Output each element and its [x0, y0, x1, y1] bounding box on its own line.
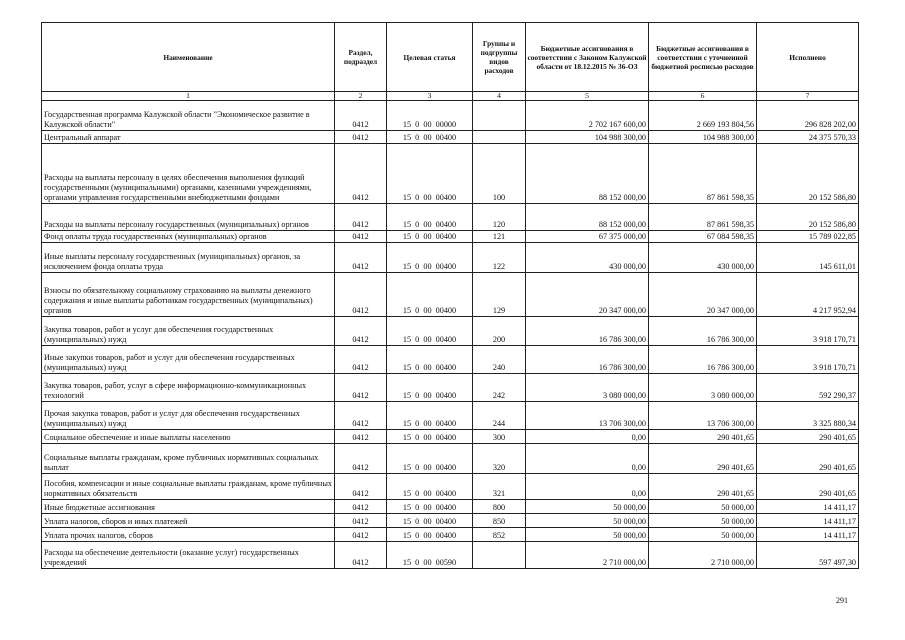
row-section: 0412 — [335, 317, 387, 346]
row-name: Пособия, компенсации и иные социальные выплаты гражданам, кроме публичных нормативных обязательств — [42, 474, 335, 500]
row-name: Уплата налогов, сборов и иных платежей — [42, 514, 335, 528]
header-executed: Исполнено — [757, 23, 859, 92]
row-executed: 14 411,17 — [757, 500, 859, 514]
row-name: Социальные выплаты гражданам, кроме публичных нормативных социальных выплат — [42, 444, 335, 474]
row-budget-refined: 290 401,65 — [649, 430, 757, 444]
table-row — [42, 317, 859, 346]
row-section: 0412 — [335, 430, 387, 444]
row-section: 0412 — [335, 500, 387, 514]
column-number: 1 — [42, 92, 335, 101]
row-group: 240 — [473, 346, 526, 374]
row-budget-refined: 67 084 598,35 — [649, 231, 757, 243]
row-article: 15 0 00 00400 — [387, 317, 473, 346]
table-row — [42, 500, 859, 514]
row-article: 15 0 00 00400 — [387, 243, 473, 273]
row-article: 15 0 00 00400 — [387, 144, 473, 204]
row-name: Прочая закупка товаров, работ и услуг для обеспечения государственных (муниципальных) нужд — [42, 402, 335, 430]
row-budget-refined: 290 401,65 — [649, 474, 757, 500]
table-row — [42, 374, 859, 402]
row-executed: 20 152 586,80 — [757, 144, 859, 204]
row-budget-refined: 2 669 193 804,56 — [649, 101, 757, 131]
row-section: 0412 — [335, 243, 387, 273]
column-number-row — [42, 92, 859, 101]
row-section: 0412 — [335, 444, 387, 474]
row-section: 0412 — [335, 514, 387, 528]
row-budget-law: 16 786 300,00 — [526, 317, 649, 346]
row-budget-law: 88 152 000,00 — [526, 204, 649, 231]
row-article: 15 0 00 00000 — [387, 101, 473, 131]
table-row — [42, 430, 859, 444]
row-article: 15 0 00 00400 — [387, 402, 473, 430]
row-budget-refined: 13 706 300,00 — [649, 402, 757, 430]
row-section: 0412 — [335, 402, 387, 430]
row-executed: 290 401,65 — [757, 430, 859, 444]
header-name: Наименование — [42, 23, 335, 92]
row-budget-law: 0,00 — [526, 444, 649, 474]
row-group: 321 — [473, 474, 526, 500]
row-budget-refined: 87 861 598,35 — [649, 144, 757, 204]
column-number: 7 — [757, 92, 859, 101]
table-row — [42, 101, 859, 131]
row-executed: 4 217 952,94 — [757, 273, 859, 317]
row-executed: 24 375 570,33 — [757, 131, 859, 144]
row-executed: 15 789 022,85 — [757, 231, 859, 243]
row-budget-refined: 16 786 300,00 — [649, 346, 757, 374]
table-row — [42, 542, 859, 569]
row-budget-refined: 50 000,00 — [649, 528, 757, 542]
row-name: Уплата прочих налогов, сборов — [42, 528, 335, 542]
table-row — [42, 131, 859, 144]
row-group: 244 — [473, 402, 526, 430]
page-number: 291 — [836, 596, 848, 605]
row-name: Социальное обеспечение и иные выплаты населению — [42, 430, 335, 444]
column-number: 4 — [473, 92, 526, 101]
row-budget-refined: 430 000,00 — [649, 243, 757, 273]
row-executed: 14 411,17 — [757, 528, 859, 542]
row-budget-law: 104 988 300,00 — [526, 131, 649, 144]
row-budget-law: 88 152 000,00 — [526, 144, 649, 204]
table-row — [42, 474, 859, 500]
row-name: Фонд оплаты труда государственных (муниципальных) органов — [42, 231, 335, 243]
row-name: Иные бюджетные ассигнования — [42, 500, 335, 514]
column-number: 6 — [649, 92, 757, 101]
row-group: 850 — [473, 514, 526, 528]
row-executed: 3 918 170,71 — [757, 346, 859, 374]
row-name: Иные выплаты персоналу государственных (муниципальных) органов, за исключением фонда оплаты труда — [42, 243, 335, 273]
row-article: 15 0 00 00400 — [387, 231, 473, 243]
table-row — [42, 204, 859, 231]
row-name: Расходы на выплаты персоналу государственных (муниципальных) органов — [42, 204, 335, 231]
table-row — [42, 402, 859, 430]
row-executed: 290 401,65 — [757, 444, 859, 474]
row-article: 15 0 00 00590 — [387, 542, 473, 569]
row-budget-refined: 87 861 598,35 — [649, 204, 757, 231]
row-group — [473, 542, 526, 569]
row-executed: 597 497,30 — [757, 542, 859, 569]
row-section: 0412 — [335, 374, 387, 402]
row-article: 15 0 00 00400 — [387, 204, 473, 231]
row-name: Закупка товаров, работ и услуг для обеспечения государственных (муниципальных) нужд — [42, 317, 335, 346]
row-article: 15 0 00 00400 — [387, 346, 473, 374]
row-section: 0412 — [335, 542, 387, 569]
row-group: 120 — [473, 204, 526, 231]
row-section: 0412 — [335, 204, 387, 231]
row-group: 320 — [473, 444, 526, 474]
row-section: 0412 — [335, 101, 387, 131]
row-budget-law: 0,00 — [526, 474, 649, 500]
row-budget-law: 50 000,00 — [526, 500, 649, 514]
table-row — [42, 528, 859, 542]
header-article: Целевая статья — [387, 23, 473, 92]
header-row — [42, 23, 859, 92]
row-budget-law: 430 000,00 — [526, 243, 649, 273]
row-article: 15 0 00 00400 — [387, 131, 473, 144]
row-budget-refined: 50 000,00 — [649, 514, 757, 528]
row-name: Закупка товаров, работ, услуг в сфере информационно-коммуникационных технологий — [42, 374, 335, 402]
row-executed: 290 401,65 — [757, 474, 859, 500]
row-budget-law: 67 375 000,00 — [526, 231, 649, 243]
row-section: 0412 — [335, 346, 387, 374]
row-budget-refined: 290 401,65 — [649, 444, 757, 474]
table-row — [42, 514, 859, 528]
row-section: 0412 — [335, 131, 387, 144]
row-group — [473, 131, 526, 144]
table-row — [42, 243, 859, 273]
row-executed: 145 611,01 — [757, 243, 859, 273]
row-group: 800 — [473, 500, 526, 514]
header-groups: Группы и подгруппы видов расходов — [473, 23, 526, 92]
row-executed: 3 918 170,71 — [757, 317, 859, 346]
row-section: 0412 — [335, 144, 387, 204]
row-article: 15 0 00 00400 — [387, 444, 473, 474]
table-row — [42, 231, 859, 243]
row-executed: 3 325 880,34 — [757, 402, 859, 430]
row-executed: 296 828 202,00 — [757, 101, 859, 131]
row-article: 15 0 00 00400 — [387, 430, 473, 444]
row-name: Расходы на выплаты персоналу в целях обеспечения выполнения функций государственными (муниципальными) органами, казенными учреждениями, органами управления государственными внебюджетными фондами — [42, 144, 335, 204]
row-group: 852 — [473, 528, 526, 542]
header-budget-law: Бюджетные ассигнования в соответствии с Законом Калужской области от 18.12.2015 № 36-ОЗ — [526, 23, 649, 92]
row-article: 15 0 00 00400 — [387, 273, 473, 317]
row-budget-refined: 3 080 000,00 — [649, 374, 757, 402]
row-section: 0412 — [335, 273, 387, 317]
row-article: 15 0 00 00400 — [387, 528, 473, 542]
row-group: 122 — [473, 243, 526, 273]
row-group: 200 — [473, 317, 526, 346]
row-budget-refined: 50 000,00 — [649, 500, 757, 514]
row-group: 300 — [473, 430, 526, 444]
row-executed: 592 290,37 — [757, 374, 859, 402]
row-section: 0412 — [335, 528, 387, 542]
row-name: Взносы по обязательному социальному страхованию на выплаты денежного содержания и иные выплаты работникам государственных (муниципальных) органов — [42, 273, 335, 317]
row-executed: 14 411,17 — [757, 514, 859, 528]
row-budget-refined: 16 786 300,00 — [649, 317, 757, 346]
row-budget-refined: 2 710 000,00 — [649, 542, 757, 569]
row-budget-law: 20 347 000,00 — [526, 273, 649, 317]
table-row — [42, 144, 859, 204]
row-group: 242 — [473, 374, 526, 402]
table-body — [42, 101, 859, 569]
row-executed: 20 152 586,80 — [757, 204, 859, 231]
row-section: 0412 — [335, 474, 387, 500]
row-article: 15 0 00 00400 — [387, 474, 473, 500]
row-budget-law: 50 000,00 — [526, 528, 649, 542]
row-name: Расходы на обеспечение деятельности (оказание услуг) государственных учреждений — [42, 542, 335, 569]
row-article: 15 0 00 00400 — [387, 500, 473, 514]
row-section: 0412 — [335, 231, 387, 243]
row-budget-law: 2 710 000,00 — [526, 542, 649, 569]
row-budget-law: 13 706 300,00 — [526, 402, 649, 430]
row-name: Иные закупки товаров, работ и услуг для обеспечения государственных (муниципальных) нужд — [42, 346, 335, 374]
column-number: 5 — [526, 92, 649, 101]
row-budget-refined: 104 988 300,00 — [649, 131, 757, 144]
row-group: 121 — [473, 231, 526, 243]
row-name: Государственная программа Калужской области "Экономическое развитие в Калужской области" — [42, 101, 335, 131]
budget-table — [41, 22, 859, 569]
row-name: Центральный аппарат — [42, 131, 335, 144]
row-group — [473, 101, 526, 131]
row-budget-refined: 20 347 000,00 — [649, 273, 757, 317]
row-budget-law: 2 702 167 600,00 — [526, 101, 649, 131]
column-number: 3 — [387, 92, 473, 101]
row-budget-law: 0,00 — [526, 430, 649, 444]
row-article: 15 0 00 00400 — [387, 374, 473, 402]
header-section: Раздел, подраздел — [335, 23, 387, 92]
row-group: 129 — [473, 273, 526, 317]
row-budget-law: 3 080 000,00 — [526, 374, 649, 402]
row-article: 15 0 00 00400 — [387, 514, 473, 528]
table-row — [42, 444, 859, 474]
table-row — [42, 273, 859, 317]
row-group: 100 — [473, 144, 526, 204]
row-budget-law: 16 786 300,00 — [526, 346, 649, 374]
table-row — [42, 346, 859, 374]
row-budget-law: 50 000,00 — [526, 514, 649, 528]
header-budget-refined: Бюджетные ассигнования в соответствии с уточненной бюджетной росписью расходов — [649, 23, 757, 92]
column-number: 2 — [335, 92, 387, 101]
